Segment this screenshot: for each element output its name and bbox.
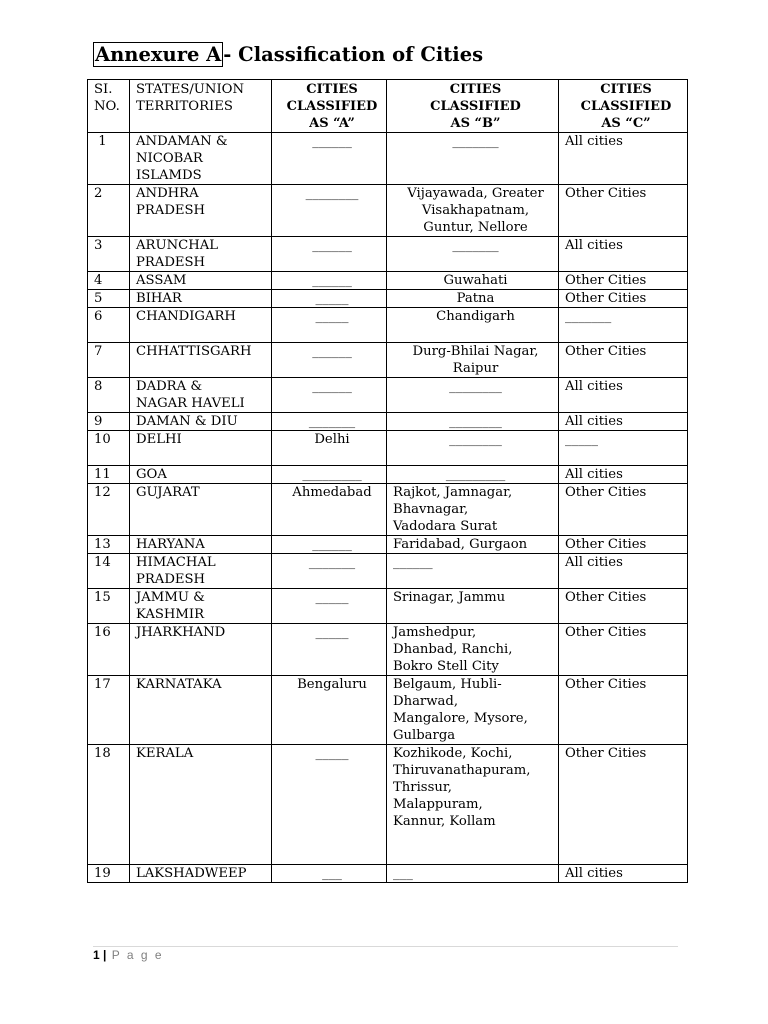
cell-state: DAMAN & DIU — [130, 413, 272, 431]
cell-class-a: _____ — [272, 745, 387, 865]
cell-sl-no: 11 — [88, 466, 130, 484]
cell-class-b: Vijayawada, Greater Visakhapatnam, Guntur, Nellore — [387, 185, 559, 237]
cell-class-a: ______ — [272, 536, 387, 554]
table-header-row — [88, 80, 688, 133]
cell-class-a: Bengaluru — [272, 676, 387, 745]
footer-divider — [93, 946, 678, 947]
cell-state: ANDAMAN & NICOBAR ISLAMDS — [130, 133, 272, 185]
cell-class-a: ______ — [272, 378, 387, 413]
cell-class-a: _____ — [272, 290, 387, 308]
cell-state: CHHATTISGARH — [130, 343, 272, 378]
cell-class-c: Other Cities — [559, 290, 688, 308]
cell-class-c: All cities — [559, 865, 688, 883]
cell-class-a: Delhi — [272, 431, 387, 466]
cell-sl-no: 6 — [88, 308, 130, 343]
cell-sl-no: 12 — [88, 484, 130, 536]
cell-state: LAKSHADWEEP — [130, 865, 272, 883]
table-row — [88, 290, 688, 308]
table-row — [88, 484, 688, 536]
cell-class-b: ________ — [387, 378, 559, 413]
cell-sl-no: 2 — [88, 185, 130, 237]
table-row — [88, 343, 688, 378]
table-row — [88, 865, 688, 883]
table-row — [88, 272, 688, 290]
table-row — [88, 536, 688, 554]
cell-sl-no: 1 — [88, 133, 130, 185]
page-number: 1 — [93, 948, 100, 962]
cell-class-b: Kozhikode, Kochi, Thiruvanathapuram, Thrissur, Malappuram, Kannur, Kollam — [387, 745, 559, 865]
cell-sl-no: 18 — [88, 745, 130, 865]
cell-state: GUJARAT — [130, 484, 272, 536]
cell-class-b: Durg-Bhilai Nagar, Raipur — [387, 343, 559, 378]
cell-sl-no: 7 — [88, 343, 130, 378]
cell-class-c: All cities — [559, 133, 688, 185]
cell-state: GOA — [130, 466, 272, 484]
cell-sl-no: 3 — [88, 237, 130, 272]
cell-class-c: _______ — [559, 308, 688, 343]
cell-sl-no: 19 — [88, 865, 130, 883]
cell-sl-no: 10 — [88, 431, 130, 466]
cell-class-b: ___ — [387, 865, 559, 883]
cell-class-c: Other Cities — [559, 624, 688, 676]
cities-classification-table — [87, 79, 688, 883]
cell-state: JHARKHAND — [130, 624, 272, 676]
header-class-b: CITIES CLASSIFIED AS “B” — [387, 80, 559, 133]
cell-class-c: Other Cities — [559, 185, 688, 237]
cell-class-a: ______ — [272, 343, 387, 378]
table-row — [88, 676, 688, 745]
table-row — [88, 624, 688, 676]
cell-sl-no: 4 — [88, 272, 130, 290]
cell-class-b: _______ — [387, 133, 559, 185]
cell-class-a: _____ — [272, 589, 387, 624]
cell-class-b: Rajkot, Jamnagar, Bhavnagar, Vadodara Surat — [387, 484, 559, 536]
cell-class-c: Other Cities — [559, 343, 688, 378]
cell-class-a: ______ — [272, 133, 387, 185]
header-sl-no: SI. NO. — [88, 80, 130, 133]
cell-class-c: Other Cities — [559, 745, 688, 865]
header-class-a: CITIES CLASSIFIED AS “A” — [272, 80, 387, 133]
cell-class-c: All cities — [559, 466, 688, 484]
cell-class-b: Guwahati — [387, 272, 559, 290]
cell-class-a: _______ — [272, 413, 387, 431]
cell-class-a: _____ — [272, 308, 387, 343]
cell-class-a: _________ — [272, 466, 387, 484]
cell-class-c: All cities — [559, 237, 688, 272]
table-row — [88, 554, 688, 589]
cell-class-c: All cities — [559, 413, 688, 431]
cell-class-b: _______ — [387, 237, 559, 272]
header-states: STATES/UNION TERRITORIES — [130, 80, 272, 133]
cell-class-b: Chandigarh — [387, 308, 559, 343]
cell-state: JAMMU & KASHMIR — [130, 589, 272, 624]
cell-class-b: ______ — [387, 554, 559, 589]
cell-class-a: Ahmedabad — [272, 484, 387, 536]
cell-class-c: Other Cities — [559, 484, 688, 536]
cell-sl-no: 17 — [88, 676, 130, 745]
cell-state: KARNATAKA — [130, 676, 272, 745]
cell-state: BIHAR — [130, 290, 272, 308]
cell-sl-no: 5 — [88, 290, 130, 308]
table-row — [88, 133, 688, 185]
cell-state: ARUNCHAL PRADESH — [130, 237, 272, 272]
cell-state: HIMACHAL PRADESH — [130, 554, 272, 589]
cell-class-c: Other Cities — [559, 272, 688, 290]
cell-class-b: Belgaum, Hubli- Dharwad, Mangalore, Mysore, Gulbarga — [387, 676, 559, 745]
cell-class-b: _________ — [387, 466, 559, 484]
cell-class-a: ______ — [272, 272, 387, 290]
cell-class-b: Patna — [387, 290, 559, 308]
cell-sl-no: 13 — [88, 536, 130, 554]
cell-class-a: _______ — [272, 554, 387, 589]
cell-class-c: Other Cities — [559, 589, 688, 624]
cell-sl-no: 9 — [88, 413, 130, 431]
cell-class-b: ________ — [387, 431, 559, 466]
cell-state: DADRA & NAGAR HAVELI — [130, 378, 272, 413]
cell-sl-no: 8 — [88, 378, 130, 413]
title-text: - Classification of Cities — [223, 43, 484, 66]
cell-class-b: Srinagar, Jammu — [387, 589, 559, 624]
header-class-c: CITIES CLASSIFIED AS “C” — [559, 80, 688, 133]
table-row — [88, 466, 688, 484]
cell-state: CHANDIGARH — [130, 308, 272, 343]
cell-sl-no: 14 — [88, 554, 130, 589]
table-row — [88, 308, 688, 343]
cell-class-a: ___ — [272, 865, 387, 883]
cell-state: DELHI — [130, 431, 272, 466]
table-row — [88, 745, 688, 865]
table-row — [88, 237, 688, 272]
page-footer — [93, 948, 164, 962]
cell-state: ANDHRA PRADESH — [130, 185, 272, 237]
cell-class-b: Faridabad, Gurgaon — [387, 536, 559, 554]
cell-state: KERALA — [130, 745, 272, 865]
cell-class-b: ________ — [387, 413, 559, 431]
cell-class-b: Jamshedpur, Dhanbad, Ranchi, Bokro Stell City — [387, 624, 559, 676]
cell-class-c: Other Cities — [559, 676, 688, 745]
cell-class-c: All cities — [559, 378, 688, 413]
page-label: P a g e — [111, 948, 164, 962]
annexure-label: Annexure A — [95, 43, 222, 66]
cell-class-a: ________ — [272, 185, 387, 237]
table-row — [88, 185, 688, 237]
cell-sl-no: 16 — [88, 624, 130, 676]
table-row — [88, 589, 688, 624]
cell-class-a: ______ — [272, 237, 387, 272]
page-title — [93, 42, 483, 68]
cell-state: ASSAM — [130, 272, 272, 290]
cell-class-c: All cities — [559, 554, 688, 589]
cell-class-c: Other Cities — [559, 536, 688, 554]
cell-class-a: _____ — [272, 624, 387, 676]
cell-sl-no: 15 — [88, 589, 130, 624]
table-row — [88, 378, 688, 413]
cell-class-c: _____ — [559, 431, 688, 466]
footer-separator: | — [103, 948, 107, 962]
cell-state: HARYANA — [130, 536, 272, 554]
table-row — [88, 413, 688, 431]
table-row — [88, 431, 688, 466]
